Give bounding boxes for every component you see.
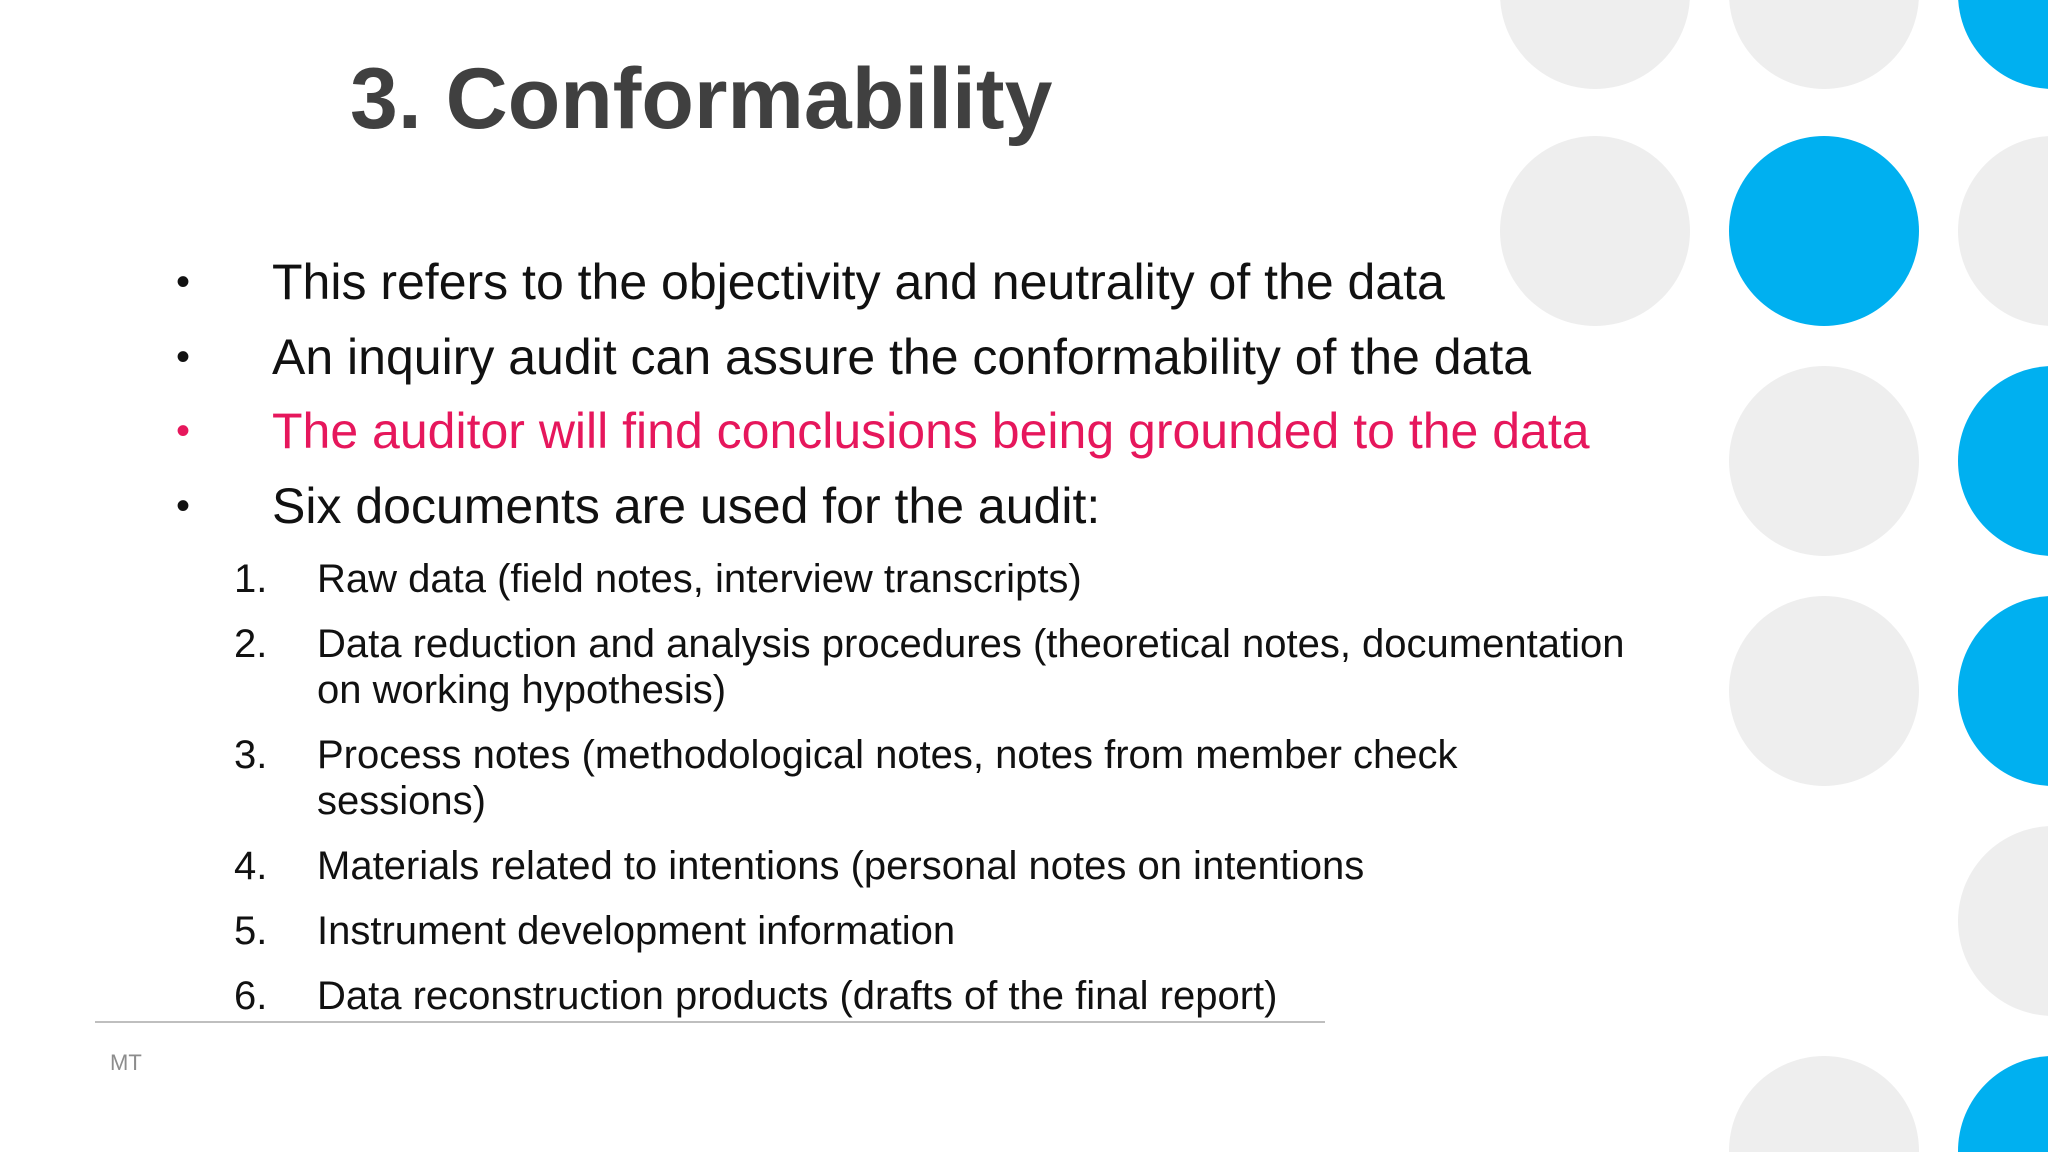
- document-number: 5.: [234, 909, 268, 953]
- bullet-text: An inquiry audit can assure the conformability of the data: [272, 328, 1532, 385]
- decor-circle: [1729, 366, 1919, 556]
- document-text: Raw data (field notes, interview transcripts): [317, 557, 1082, 601]
- document-item: [234, 556, 1634, 602]
- decor-circle: [1729, 1056, 1919, 1152]
- bullet-marker: •: [176, 334, 191, 379]
- document-number: 6.: [234, 974, 268, 1018]
- document-text: Materials related to intentions (personal notes on intentions: [317, 844, 1365, 888]
- document-list: [234, 556, 1634, 1038]
- footer-author-initials: MT: [110, 1050, 142, 1075]
- decor-circle: [1729, 136, 1919, 326]
- document-text: Data reduction and analysis procedures (theoretical notes, documentation on working hypothesis): [317, 622, 1625, 712]
- decor-circle: [1958, 0, 2048, 89]
- decor-circle: [1500, 0, 1690, 89]
- bullet-text: This refers to the objectivity and neutrality of the data: [272, 254, 1445, 310]
- document-item: [234, 732, 1637, 824]
- slide-title: 3. Conformability: [350, 51, 1053, 147]
- decor-circle: [1729, 0, 1919, 89]
- footer-divider: [95, 1021, 1325, 1023]
- document-text: Process notes (methodological notes, notes from member check sessions): [317, 733, 1458, 823]
- document-item: [234, 908, 1634, 954]
- decor-circle: [1958, 136, 2048, 326]
- bullet-item-highlighted: [172, 401, 1672, 461]
- document-item: [234, 843, 1634, 889]
- bullet-marker: •: [176, 260, 191, 304]
- document-item: [234, 973, 1634, 1019]
- bullet-item: [172, 476, 1672, 536]
- bullet-marker: •: [176, 409, 191, 453]
- bullet-text: Six documents are used for the audit:: [272, 477, 1101, 534]
- bullet-item: [172, 252, 1672, 312]
- document-item: [234, 621, 1637, 713]
- bullet-marker: •: [176, 483, 191, 528]
- document-number: 1.: [234, 557, 268, 601]
- decor-circle: [1958, 826, 2048, 1016]
- document-text: Instrument development information: [317, 909, 956, 953]
- decor-circle: [1729, 596, 1919, 786]
- document-number: 2.: [234, 622, 268, 666]
- document-number: 4.: [234, 844, 268, 888]
- document-number: 3.: [234, 733, 268, 777]
- decor-circle: [1958, 1056, 2048, 1152]
- document-text: Data reconstruction products (drafts of the final report): [317, 974, 1278, 1018]
- decor-circle: [1958, 596, 2048, 786]
- decor-circle: [1958, 366, 2048, 556]
- bullet-list: [172, 252, 1672, 550]
- bullet-item: [172, 327, 1672, 387]
- bullet-text: The auditor will find conclusions being grounded to the data: [272, 403, 1590, 459]
